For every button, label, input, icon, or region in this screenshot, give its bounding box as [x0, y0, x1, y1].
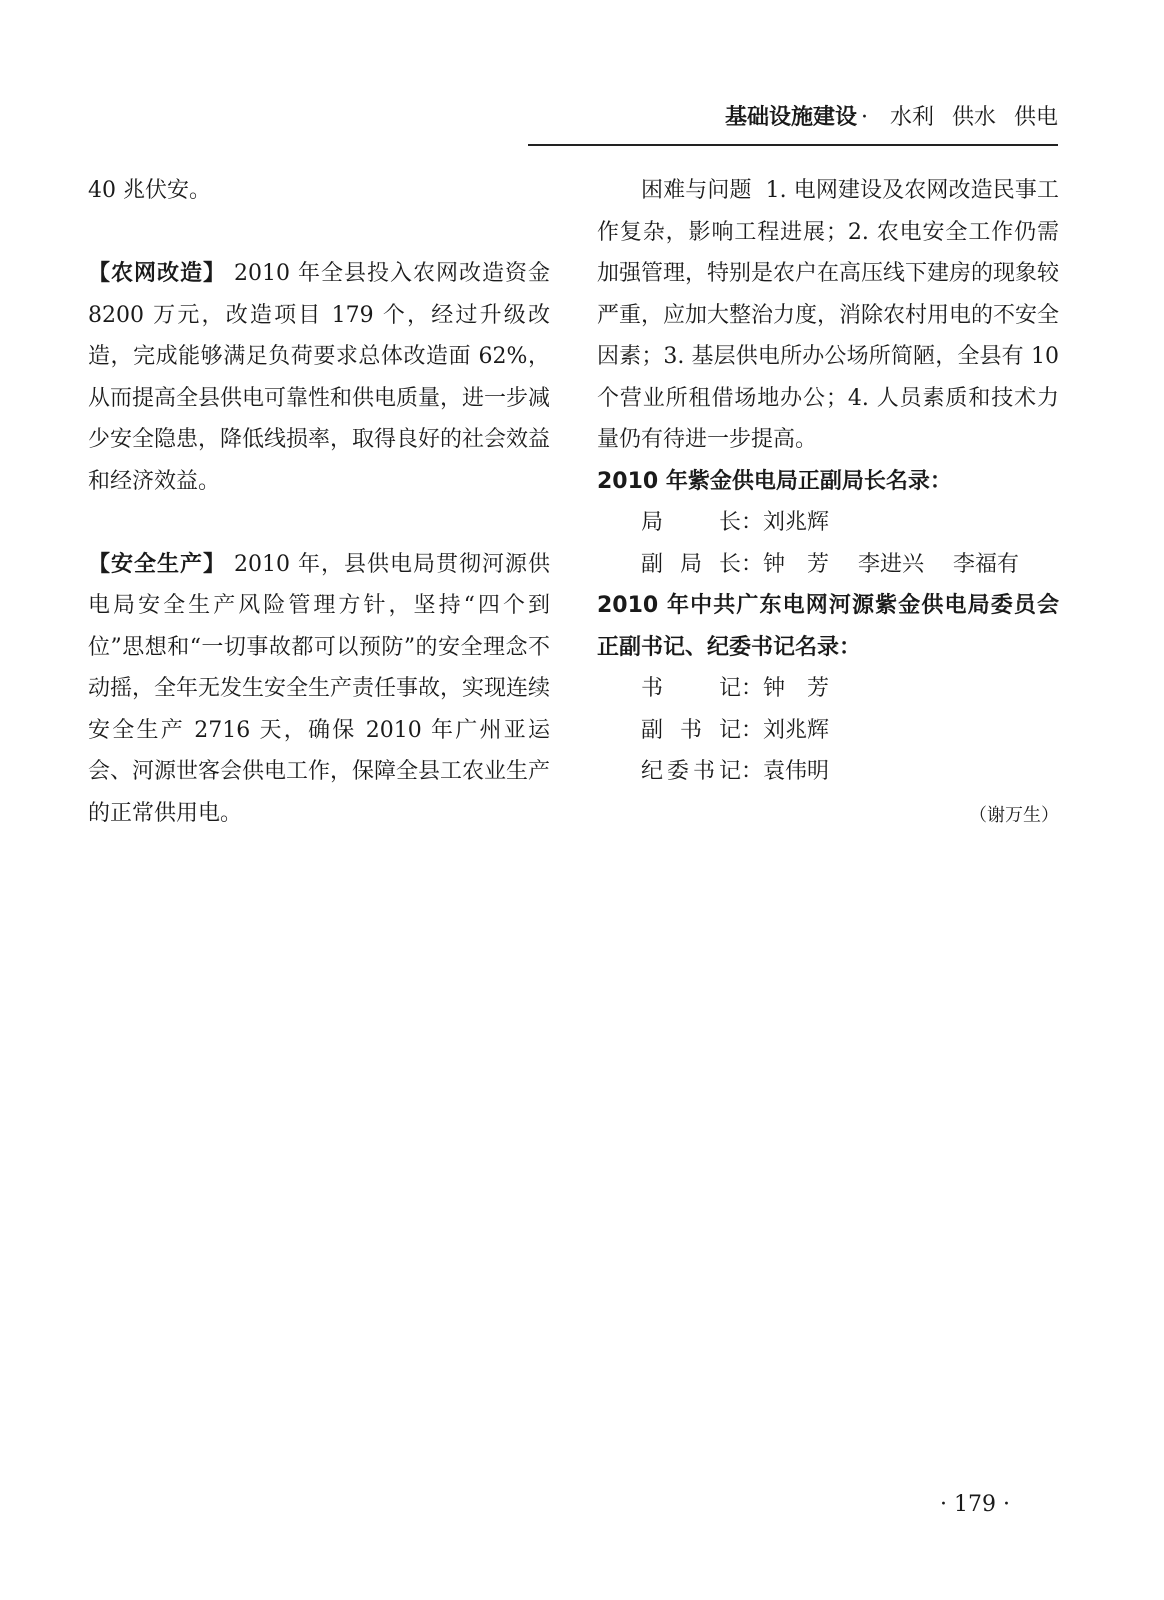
header-section: 基础设施建设 [724, 105, 857, 130]
person-name: ：钟 芳 李进兴 李福有 [741, 551, 1019, 577]
header-sub-water-conservancy: 水利 [889, 105, 934, 130]
author-credit: （谢万生） [969, 804, 1059, 826]
continued-text: 40 兆伏安。 [88, 178, 211, 203]
rural-grid-text: 2010 年全县投入农网改造资金 8200 万元，改造项目 179 个，经过升级改造，完成能够满足负荷要求总体改造面 62%，从而提高全县供电可靠性和供电质量，进一步减少安全隐患，降低线损率，取得良好的社会效益和经济效益。 [88, 261, 551, 494]
person-name: ：刘兆辉 [741, 510, 830, 535]
director-list-title: 2010 年紫金供电局正副局长名录： [597, 468, 952, 494]
party-list-title: 2010 年中共广东电网河源紫金供电局委员会正副书记、纪委书记名录： [597, 593, 1059, 660]
problems-paragraph [597, 170, 1059, 461]
role-label: 书记 [641, 676, 741, 701]
list-item [597, 502, 1059, 544]
list-item [597, 668, 1059, 710]
role-label: 副局长 [641, 551, 741, 577]
rural-grid-heading: 【农网改造】 [88, 261, 227, 286]
right-column [597, 170, 1059, 836]
header-sub-water-supply: 供水 [951, 105, 996, 130]
safety-text: 2010 年，县供电局贯彻河源供电局安全生产风险管理方针，坚持“四个到位”思想和“一切事故都可以预防”的安全理念不动摇，全年无发生安全生产责任事故，实现连续安全生产 2716 天，确保 2010 年广州亚运会、河源世客会供电工作，保障全县工农业生产的正常供用电。 [88, 551, 551, 826]
list-item [597, 544, 1059, 586]
problems-heading: 困难与问题 [641, 178, 752, 203]
running-header [528, 100, 1058, 146]
page-number: · 179 · [940, 1492, 1010, 1517]
safety-paragraph [88, 544, 550, 835]
safety-heading: 【安全生产】 [88, 551, 227, 577]
role-label: 局长 [641, 510, 741, 535]
header-sub-power-supply: 供电 [1013, 105, 1058, 130]
list-item [597, 751, 1059, 793]
person-name: ：刘兆辉 [741, 717, 830, 743]
person-name: ：袁伟明 [741, 759, 830, 784]
rural-grid-paragraph [88, 253, 550, 502]
left-column [88, 170, 550, 834]
header-separator: · [860, 105, 868, 130]
role-label: 纪委书记 [641, 759, 741, 784]
role-label: 副书记 [641, 717, 741, 743]
list-item [597, 710, 1059, 752]
problems-text: 1. 电网建设及农网改造民事工作复杂，影响工程进展；2. 农电安全工作仍需加强管理，特别是农户在高压线下建房的现象较严重，应加大整治力度，消除农村用电的不安全因素；3. 基层供电所办公场所简陋，全县有 10 个营业所租借场地办公；4. 人员素质和技术力量仍有待进一步提高。 [597, 178, 1060, 452]
person-name: ：钟 芳 [741, 676, 830, 701]
